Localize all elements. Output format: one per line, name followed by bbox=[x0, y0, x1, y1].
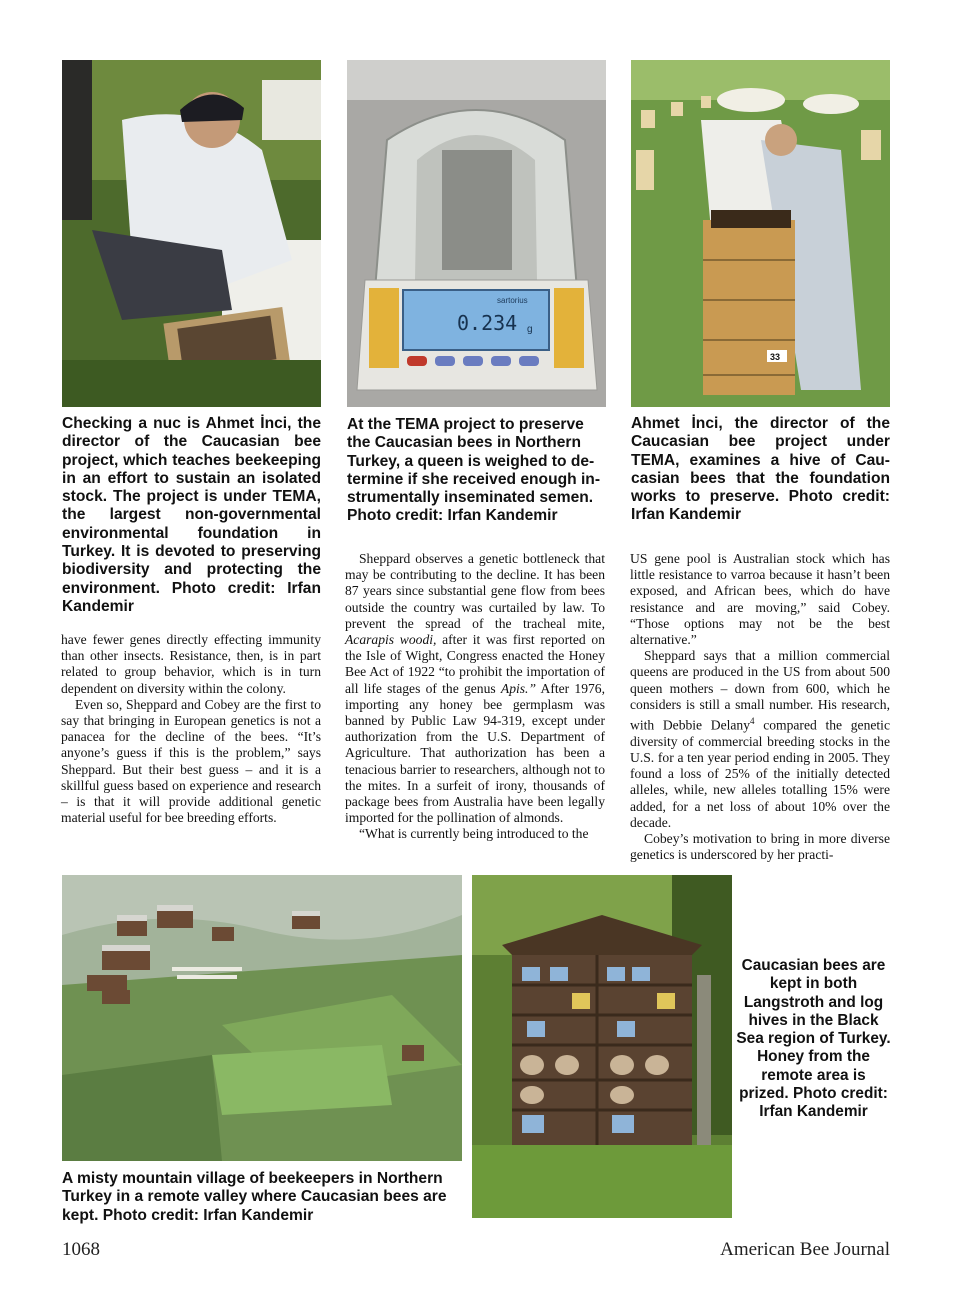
col2-paragraph-2: “What is currently being introduced to the bbox=[359, 826, 589, 842]
col2-paragraph-1 bbox=[345, 551, 605, 826]
footnote-ref: 4 bbox=[750, 716, 755, 727]
journal-name: American Bee Journal bbox=[720, 1239, 890, 1260]
body-column-1 bbox=[61, 632, 321, 826]
photo-log-hives bbox=[472, 875, 732, 1218]
col3-paragraph-1: US gene pool is Australian stock which has little resistance to varroa because it hasn’t been exposed, and African bees, which do have resistance and are moving,” said Cobey. “Those options may not be the best alternative.” bbox=[630, 551, 890, 648]
photo-checking-nuc bbox=[62, 60, 321, 407]
caption-photo-4: A misty mountain village of beekeepers in Northern Turkey in a remote valley where Caucasian bees are kept. Photo credit: Irfan Kandemir bbox=[62, 1170, 447, 1224]
col3-paragraph-3: Cobey’s motivation to bring in more diverse genetics is underscored by her practi- bbox=[630, 830, 890, 863]
col2-text-c: After 1976, importing any honey bee germplasm was banned by Public Law 94-319, except under authorization from the U.S. Department of Agriculture. That authorization has been a tenacious barrier to researchers, although not to the mites. In a surfeit of irony, thousands of package bees from Australia have been legally imported for the pollination of almonds. bbox=[345, 680, 605, 826]
body-column-3 bbox=[630, 551, 890, 863]
caption-photo-3: Ahmet İnci, the director of the Caucasian bee project under TEMA, examines a hive of Caucasian bees that the foundation works to preserve. Photo credit: Irfan Kandemir bbox=[631, 415, 890, 524]
page-number: 1068 bbox=[62, 1239, 100, 1260]
col3-text-b: compared the genetic diversity of commercial breeding stocks in the U.S. for a ten year period ending in 2005. They found a loss of 25% of the initially detected alleles, while, new alleles totalling 15% were added, for a net loss of about 10% over the decade. bbox=[630, 717, 890, 830]
photo-queen-scale bbox=[347, 60, 606, 407]
col2-text-b: after it was first reported on the Isle of Wight, Congress enacted the Honey Bee Act of 1922 “to prohibit the importation of all life stages of the genus bbox=[345, 632, 605, 696]
col1-paragraph-1: have fewer genes directly effecting immunity than other insects. Resistance, then, is in part related to group behavior, which is in turn dependent on diversity within the colony. bbox=[61, 632, 321, 696]
caption-photo-1: Checking a nuc is Ahmet İnci, the director of the Caucasian bee project, which teaches beekeeping in an effort to sustain an isolated stock. The project is under TEMA, the largest non-governmental environmental foundation in Turkey. It is devoted to preserving biodiversity and protecting the environment. Photo credit: Irfan Kandemir bbox=[62, 415, 321, 615]
scale-brand: sartorius bbox=[497, 296, 528, 305]
col1-paragraph-2: Even so, Sheppard and Cobey are the first to say that bringing in European genetics is not a panacea for the decline of the bees. “It’s anyone’s guess if this is the problem,” says Sheppard. But their best guess – and it is a skillful guess based on experience and research – is that it will provide additional genetic material useful for bee breeding efforts. bbox=[61, 696, 321, 826]
caption-photo-2: At the TEMA project to preserve the Caucasian bees in Northern Turkey, a queen is weighed to determine if she received enough instrumentally inseminated semen. Photo credit: Irfan Kandemir bbox=[347, 416, 601, 525]
col3-paragraph-2 bbox=[630, 648, 890, 831]
caption-photo-5: Caucasian bees are kept in both Langstroth and log hives in the Black Sea region of Turkey. Honey from the remote area is prized. Photo credit: Irfan Kandemir bbox=[736, 957, 891, 1121]
body-column-2 bbox=[345, 551, 605, 843]
scale-reading: 0.234 bbox=[457, 311, 518, 335]
col2-italic-1: Acarapis woodi, bbox=[345, 632, 437, 648]
col2-italic-2: Apis.” bbox=[500, 680, 537, 696]
col3-text-a: Sheppard says that a million commercial queens are produced in the US from about 500 queen mothers – down from 600, which he considers is still a small number. His research, with Debbie Delany bbox=[630, 648, 890, 733]
photo-examining-hive bbox=[631, 60, 890, 407]
scale-unit: g bbox=[527, 324, 533, 335]
col2-text-a: Sheppard observes a genetic bottleneck that may be contributing to the decline. It has been 87 years since substantial gene flow from bees outside the country was curtailed by law. To prevent the spread of the tracheal mite, bbox=[345, 551, 605, 631]
photo-mountain-village bbox=[62, 875, 462, 1161]
hive-number: 33 bbox=[770, 352, 781, 362]
